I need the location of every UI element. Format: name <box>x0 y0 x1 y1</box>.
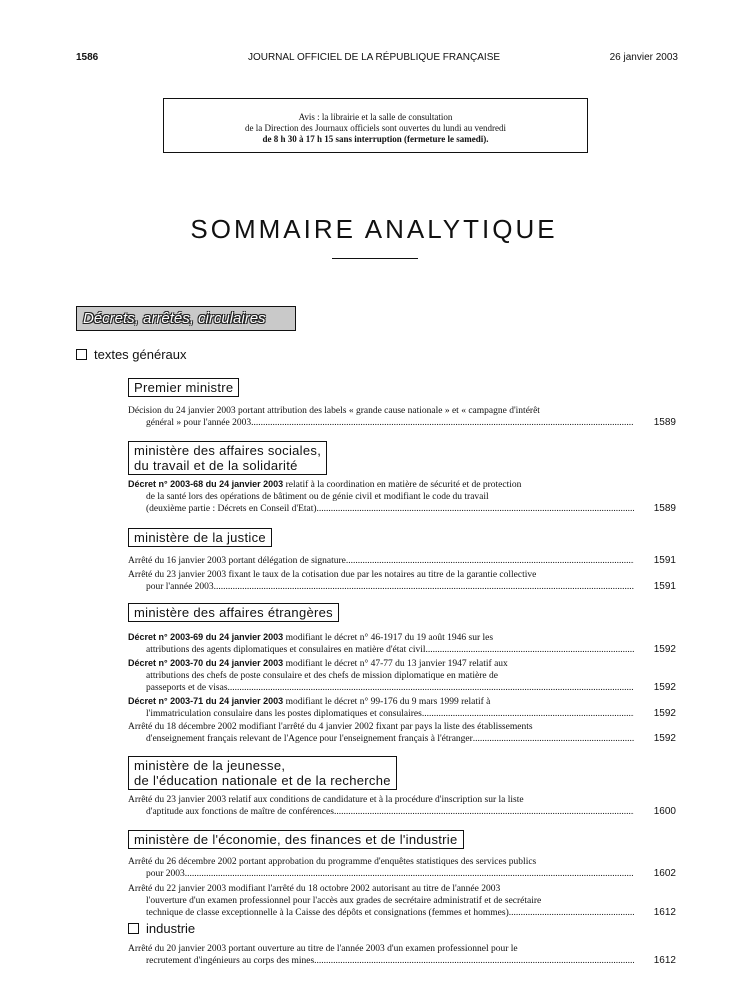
entry-text: recrutement d'ingénieurs au corps des mines <box>146 956 315 966</box>
toc-entry[interactable] <box>128 721 676 745</box>
toc-entry[interactable] <box>128 478 676 515</box>
notice-line: de 8 h 30 à 17 h 15 sans interruption (fermeture le samedi). <box>262 134 489 144</box>
checkbox-square-icon <box>128 923 139 934</box>
entry-page: 1589 <box>653 417 676 428</box>
entry-text: l'immatriculation consulaire dans les postes diplomatiques et consulaires <box>146 709 422 719</box>
entry-text: (deuxième partie : Décrets en Conseil d'Etat) <box>146 504 317 514</box>
entry-text: d'aptitude aux fonctions de maître de conférences <box>146 807 334 817</box>
entry-text: général » pour l'année 2003 <box>146 418 252 428</box>
ministry-heading-line: de l'éducation nationale et de la recherche <box>134 773 391 788</box>
ministry-heading-sociales <box>128 441 327 475</box>
ministry-heading-line: ministère de la jeunesse, <box>134 758 286 773</box>
ministry-heading-premier: Premier ministre <box>128 378 239 397</box>
entry-text: relatif à la coordination en matière de sécurité et de protection <box>285 480 522 490</box>
entry-text: Arrêté du 20 janvier 2003 portant ouverture au titre de l'année 2003 d'un examen professionnel pour le <box>128 944 518 954</box>
entry-text: Décision du 24 janvier 2003 portant attribution des labels « grande cause nationale » et « campagne d'intérêt <box>128 406 540 416</box>
toc-entry[interactable] <box>128 794 676 818</box>
page-number: 1586 <box>76 52 99 63</box>
entry-page: 1591 <box>653 555 676 566</box>
entry-text: modifiant le décret n° 99-176 du 9 mars 1999 relatif à <box>285 697 491 707</box>
leader-dots <box>346 555 634 567</box>
entry-text: Arrêté du 23 janvier 2003 fixant le taux de la cotisation due par les notaires au titre de la garantie collective <box>128 570 537 580</box>
leader-dots <box>422 708 634 720</box>
entry-text: de la santé lors des opérations de bâtiment ou de génie civil et modifiant le code du travail <box>146 492 489 502</box>
toc-entry[interactable] <box>128 943 676 967</box>
entry-text: l'ouverture d'un examen professionnel pour l'accès aux grades de secrétaire administratif et de secrétaire <box>146 896 542 906</box>
ministry-heading-jeunesse <box>128 756 397 790</box>
toc-entry[interactable] <box>128 405 676 429</box>
leader-dots <box>473 733 634 745</box>
ministry-heading-economie: ministère de l'économie, des finances et de l'industrie <box>128 830 464 849</box>
entry-text: technique de classe exceptionnelle à la Caisse des dépôts et consignations (femmes et hommes) <box>146 908 509 918</box>
ministry-heading-line: ministère des affaires sociales, <box>134 443 322 458</box>
leader-dots <box>334 806 634 818</box>
entry-page: 1612 <box>653 907 676 918</box>
leader-dots <box>314 955 634 967</box>
leader-dots <box>317 503 634 515</box>
entry-page: 1602 <box>653 868 676 879</box>
entry-text: modifiant le décret n° 46-1917 du 19 août 1946 sur les <box>285 633 494 643</box>
entry-text: pour 2003 <box>146 869 185 879</box>
issue-date: 26 janvier 2003 <box>609 52 678 63</box>
entry-page: 1592 <box>653 733 676 744</box>
section-heading-label: industrie <box>146 921 196 936</box>
title-underline <box>332 258 418 259</box>
notice-box <box>163 98 588 153</box>
checkbox-square-icon <box>76 349 87 360</box>
toc-entry[interactable] <box>128 555 676 567</box>
ministry-heading-etrangeres: ministère des affaires étrangères <box>128 603 339 622</box>
journal-title: JOURNAL OFFICIEL DE LA RÉPUBLIQUE FRANÇAISE <box>247 52 501 63</box>
section-heading-industrie <box>128 921 195 936</box>
entry-page: 1592 <box>653 682 676 693</box>
notice-line: de la Direction des Journaux officiels sont ouvertes du lundi au vendredi <box>244 123 507 133</box>
entry-text: attributions des agents diplomatiques et consulaires en matière d'état civil <box>146 645 426 655</box>
entry-ref: Décret n° 2003-69 du 24 janvier 2003 <box>128 632 284 642</box>
toc-entry[interactable] <box>128 569 676 593</box>
entry-page: 1592 <box>653 644 676 655</box>
entry-page: 1589 <box>653 503 676 514</box>
toc-entry[interactable] <box>128 657 676 694</box>
entry-ref: Décret n° 2003-71 du 24 janvier 2003 <box>128 696 284 706</box>
toc-entry[interactable] <box>128 883 676 919</box>
ministry-heading-justice: ministère de la justice <box>128 528 272 547</box>
entry-text: Arrêté du 18 décembre 2002 modifiant l'arrêté du 4 janvier 2002 fixant par pays la liste des établissements <box>128 722 533 732</box>
entry-page: 1592 <box>653 708 676 719</box>
entry-text: modifiant le décret n° 47-77 du 13 janvier 1947 relatif aux <box>285 659 508 669</box>
leader-dots <box>426 644 634 656</box>
entry-text: Arrêté du 23 janvier 2003 relatif aux conditions de candidature et à la procédure d'inscription sur la liste <box>128 795 524 805</box>
leader-dots <box>509 907 634 919</box>
leader-dots <box>228 682 634 694</box>
entry-text: Arrêté du 26 décembre 2002 portant approbation du programme d'enquêtes statistiques des services publics <box>128 857 537 867</box>
entry-text: passeports et de visas <box>146 683 228 693</box>
entry-page: 1591 <box>653 581 676 592</box>
leader-dots <box>214 581 634 593</box>
entry-ref: Décret n° 2003-68 du 24 janvier 2003 <box>128 479 284 489</box>
toc-entry[interactable] <box>128 631 676 656</box>
entry-page: 1600 <box>653 806 676 817</box>
leader-dots <box>185 868 634 880</box>
section-band: Décrets, arrêtés, circulaires <box>76 306 296 331</box>
entry-text: Arrêté du 16 janvier 2003 portant délégation de signature <box>128 556 346 566</box>
toc-entry[interactable] <box>128 856 676 880</box>
notice-line: Avis : la librairie et la salle de consultation <box>298 112 453 122</box>
entry-text: attributions des chefs de poste consulaire et des chefs de mission diplomatique en matière de <box>146 671 498 681</box>
toc-entry[interactable] <box>128 695 676 720</box>
entry-text: pour l'année 2003 <box>146 582 214 592</box>
leader-dots <box>251 417 634 429</box>
entry-text: Arrêté du 22 janvier 2003 modifiant l'arrêté du 18 octobre 2002 autorisant au titre de l'année 2003 <box>128 884 501 894</box>
page-title: SOMMAIRE ANALYTIQUE <box>190 214 558 244</box>
entry-page: 1612 <box>653 955 676 966</box>
entry-ref: Décret n° 2003-70 du 24 janvier 2003 <box>128 658 284 668</box>
entry-text: d'enseignement français relevant de l'Agence pour l'enseignement français à l'étranger <box>146 734 473 744</box>
ministry-heading-line: du travail et de la solidarité <box>134 458 298 473</box>
section-heading-general <box>76 347 187 362</box>
section-heading-label: textes généraux <box>94 347 187 362</box>
